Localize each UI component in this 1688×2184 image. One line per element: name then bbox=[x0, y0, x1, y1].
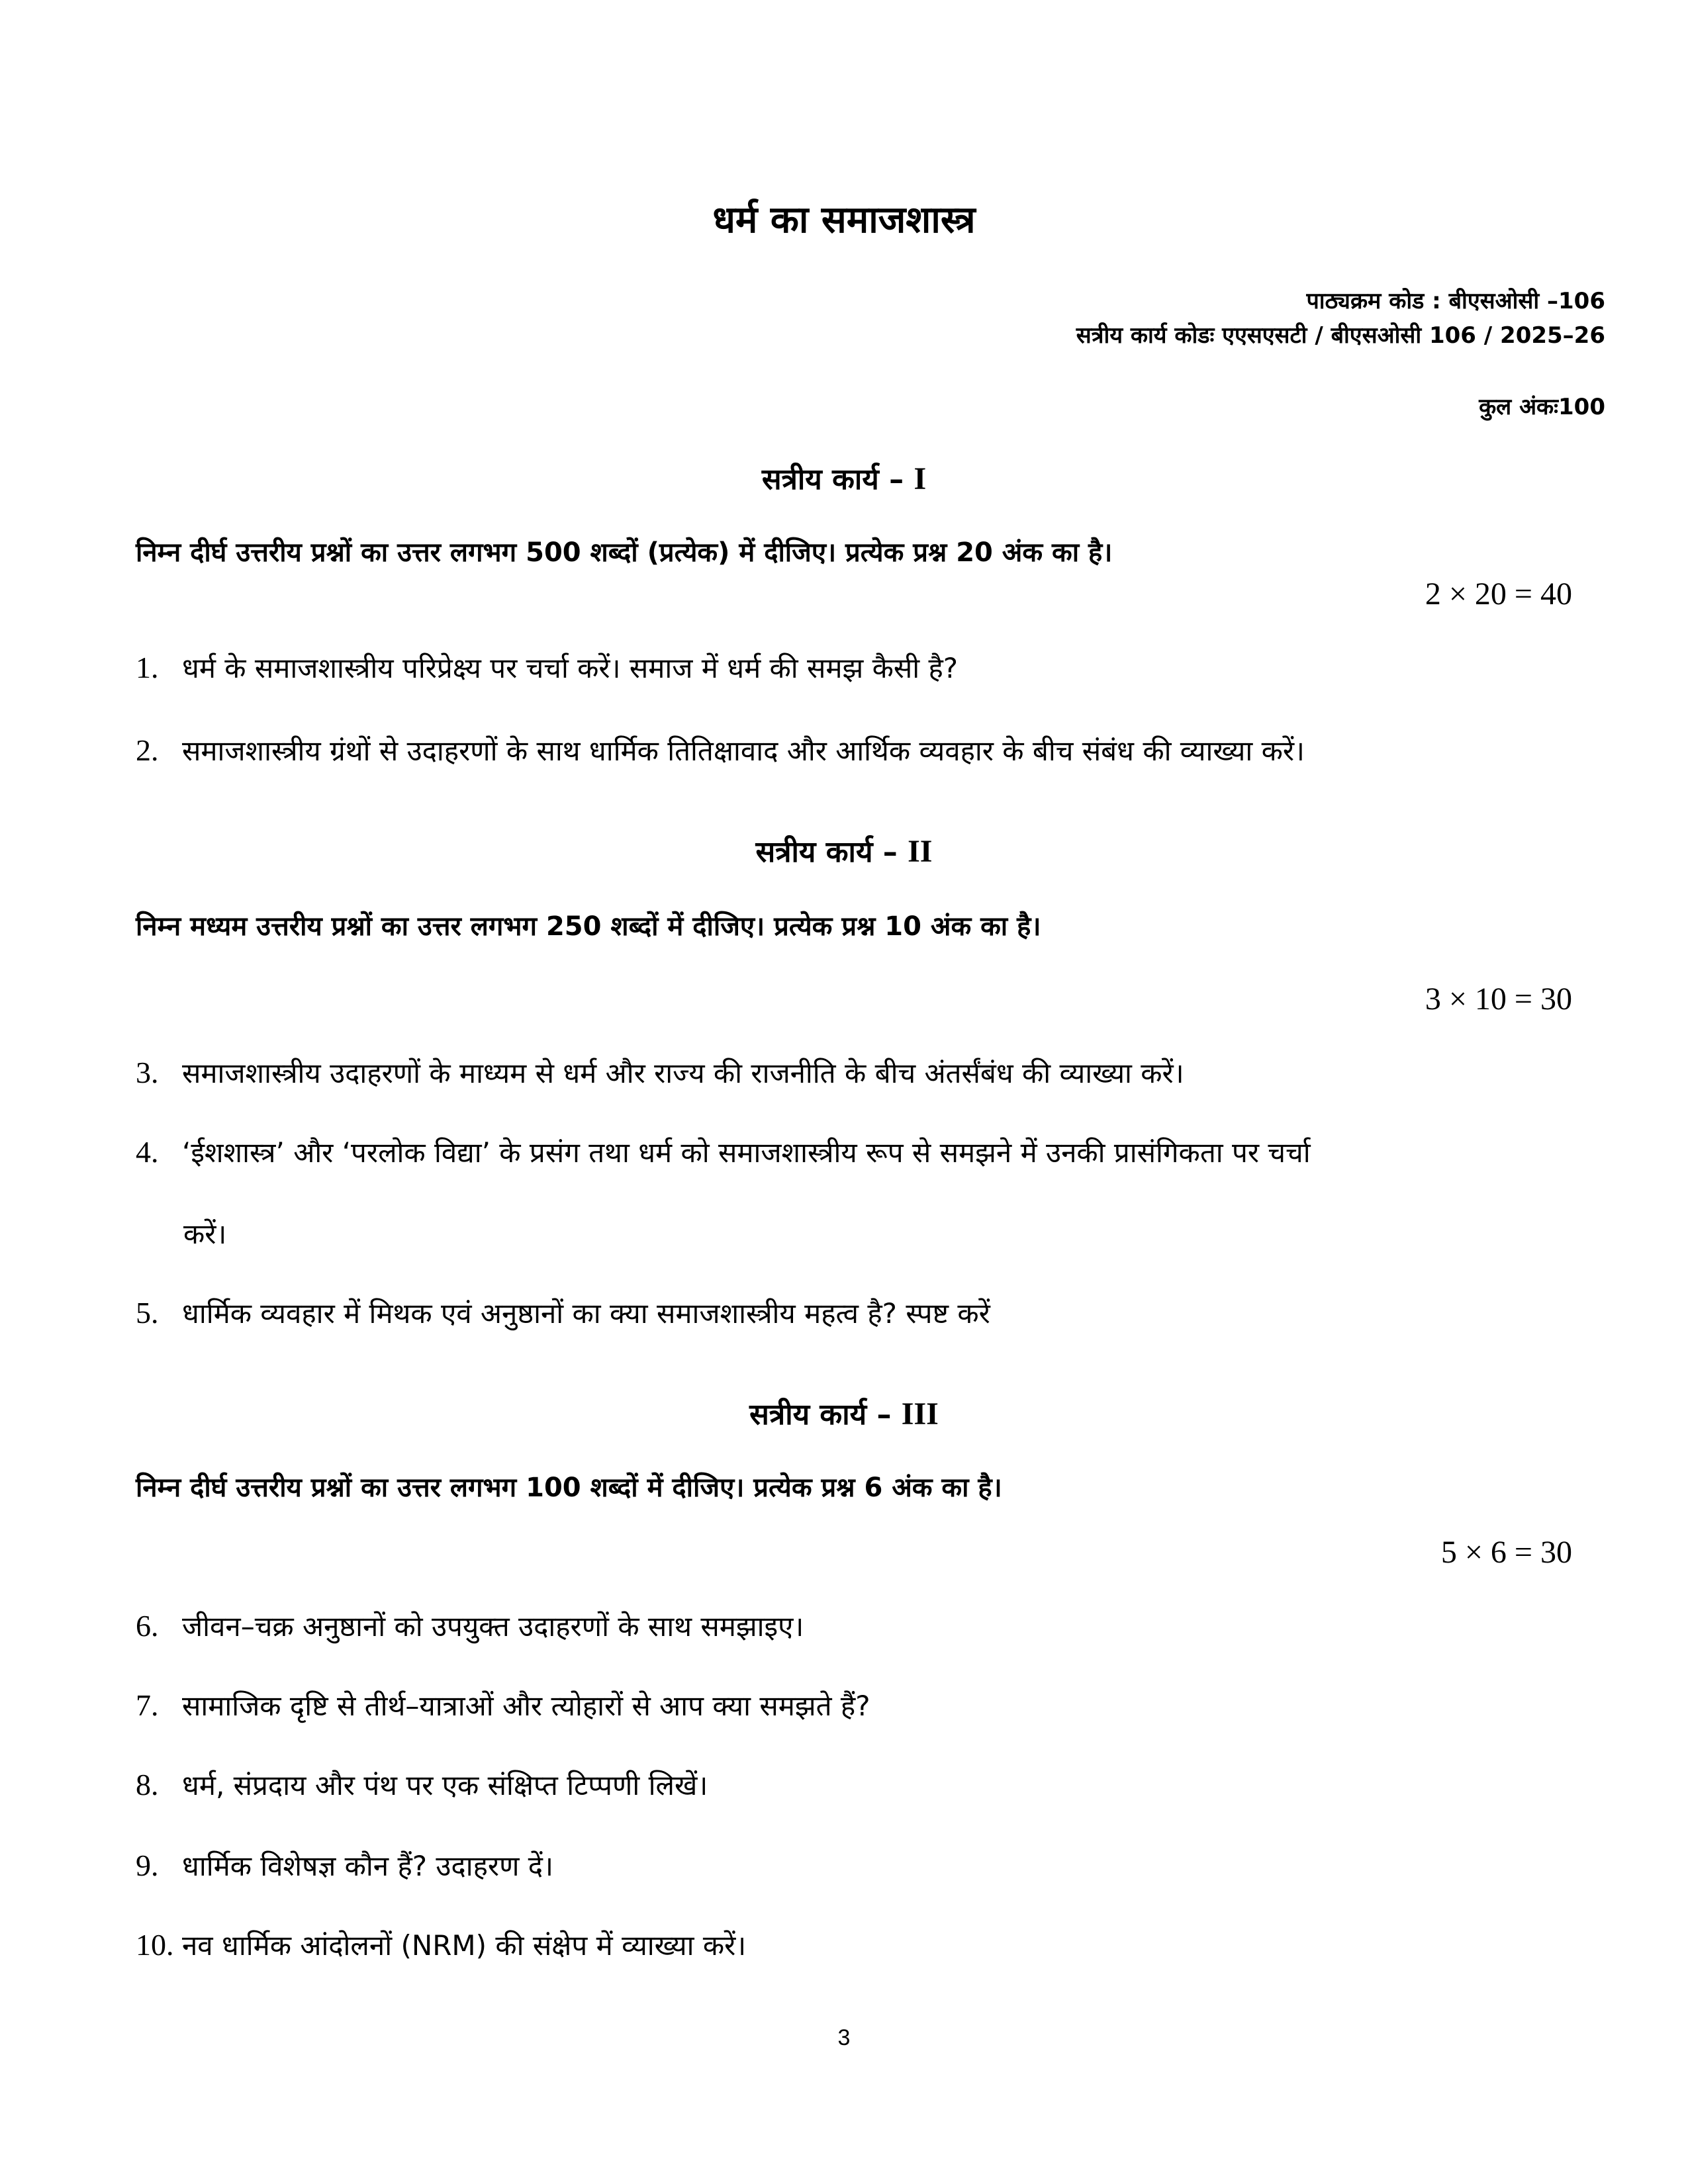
section-instruction-1: निम्न दीर्घ उत्तरीय प्रश्नों का उत्तर लगभग 500 शब्दों (प्रत्येक) में दीजिए। प्रत्येक प्रश्न 20 अंक का है। bbox=[136, 537, 1113, 568]
question-number: 2. bbox=[136, 733, 159, 767]
question-number: 7. bbox=[136, 1688, 159, 1722]
document-title: धर्म का समाजशास्त्र bbox=[712, 199, 976, 242]
section-heading-label: सत्रीय कार्य – bbox=[761, 463, 904, 496]
question-3 bbox=[136, 1054, 1184, 1091]
section-roman-numeral: I bbox=[914, 461, 927, 496]
section-marks-3: 5 × 6 = 30 bbox=[1440, 1535, 1572, 1570]
question-text: समाजशास्त्रीय ग्रंथों से उदाहरणों के साथ धार्मिक तितिक्षावाद और आर्थिक व्यवहार के बीच संबंध की व्याख्या करें। bbox=[182, 735, 1305, 767]
question-9 bbox=[136, 1846, 553, 1884]
question-2 bbox=[136, 731, 1305, 769]
question-number: 4. bbox=[136, 1135, 159, 1169]
question-text: धर्म, संप्रदाय और पंथ पर एक संक्षिप्त टिप्पणी लिखें। bbox=[182, 1769, 708, 1801]
question-number: 9. bbox=[136, 1848, 159, 1882]
question-number: 10. bbox=[136, 1928, 174, 1962]
question-text: धर्म के समाजशास्त्रीय परिप्रेक्ष्य पर चर्चा करें। समाज में धर्म की समझ कैसी है? bbox=[182, 652, 959, 684]
question-7 bbox=[136, 1686, 870, 1724]
section-instruction-3: निम्न दीर्घ उत्तरीय प्रश्नों का उत्तर लगभग 100 शब्दों में दीजिए। प्रत्येक प्रश्न 6 अंक का है। bbox=[136, 1473, 1002, 1503]
section-marks-2: 3 × 10 = 30 bbox=[1425, 981, 1572, 1017]
total-marks: कुल अंकः100 bbox=[1479, 394, 1605, 420]
question-number: 1. bbox=[136, 651, 159, 684]
section-heading-1 bbox=[0, 458, 1688, 498]
question-text: समाजशास्त्रीय उदाहरणों के माध्यम से धर्म और राज्य की राजनीति के बीच अंतर्संबंध की व्याख्या करें। bbox=[182, 1057, 1184, 1089]
question-text: सामाजिक दृष्टि से तीर्थ–यात्राओं और त्योहारों से आप क्या समझते हैं? bbox=[182, 1690, 870, 1722]
section-roman-numeral: II bbox=[908, 834, 933, 869]
question-1 bbox=[136, 649, 958, 686]
question-number: 3. bbox=[136, 1056, 159, 1089]
question-4 bbox=[136, 1133, 1311, 1252]
question-6 bbox=[136, 1607, 804, 1645]
question-text: जीवन–चक्र अनुष्ठानों को उपयुक्त उदाहरणों के साथ समझाइए। bbox=[182, 1610, 804, 1643]
section-roman-numeral: III bbox=[901, 1396, 939, 1432]
question-text: धार्मिक व्यवहार में मिथक एवं अनुष्ठानों का क्या समाजशास्त्रीय महत्व है? स्पष्ट करें bbox=[182, 1297, 990, 1330]
assignment-code: सत्रीय कार्य कोडः एएसएसटी / बीएसओसी 106 / 2025–26 bbox=[1076, 322, 1605, 349]
section-heading-label: सत्रीय कार्य – bbox=[749, 1398, 892, 1432]
question-10 bbox=[136, 1926, 746, 1964]
section-heading-3 bbox=[0, 1393, 1688, 1433]
course-code: पाठ्यक्रम कोड : बीएसओसी –106 bbox=[1306, 288, 1605, 314]
question-number: 5. bbox=[136, 1296, 159, 1330]
question-5 bbox=[136, 1294, 990, 1332]
page-number: 3 bbox=[837, 2025, 851, 2050]
section-instruction-2: निम्न मध्यम उत्तरीय प्रश्नों का उत्तर लगभग 250 शब्दों में दीजिए। प्रत्येक प्रश्न 10 अंक का है। bbox=[136, 911, 1041, 942]
question-number: 8. bbox=[136, 1768, 159, 1801]
question-text-continuation: करें। bbox=[183, 1218, 227, 1250]
question-text: ‘ईशशास्त्र’ और ‘परलोक विद्या’ के प्रसंग तथा धर्म को समाजशास्त्रीय रूप से समझने में उनकी प्रासंगिकता पर चर्चा bbox=[182, 1136, 1311, 1169]
question-8 bbox=[136, 1766, 708, 1803]
section-heading-2 bbox=[0, 831, 1688, 870]
question-number: 6. bbox=[136, 1609, 159, 1643]
section-heading-label: सत्रीय कार्य – bbox=[755, 835, 898, 869]
section-marks-1: 2 × 20 = 40 bbox=[1425, 576, 1572, 612]
question-text: धार्मिक विशेषज्ञ कौन हैं? उदाहरण दें। bbox=[182, 1850, 553, 1882]
question-text: नव धार्मिक आंदोलनों (NRM) की संक्षेप में व्याख्या करें। bbox=[182, 1929, 747, 1962]
